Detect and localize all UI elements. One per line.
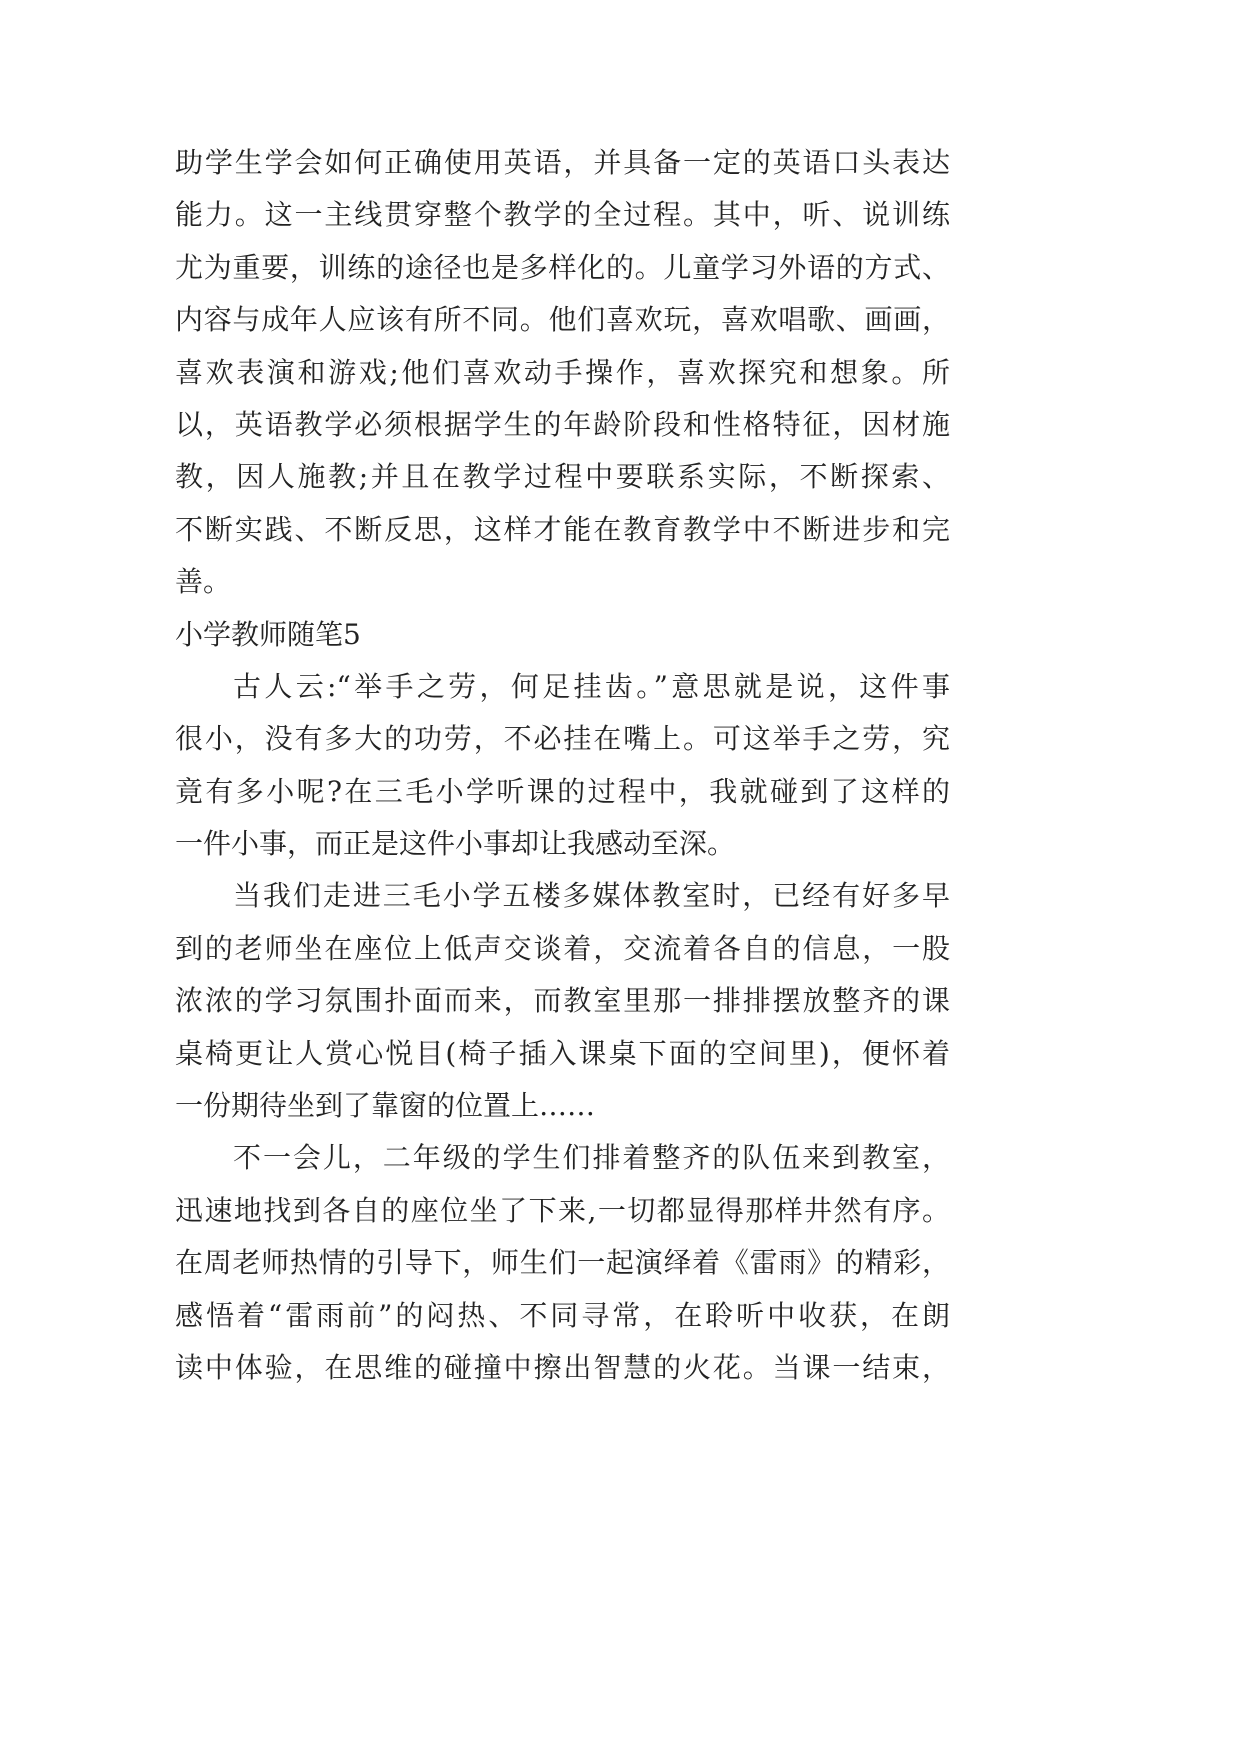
section-title: 小学教师随笔5 — [175, 617, 361, 651]
body-line: 尤为重要，训练的途径也是多样化的。儿童学习外语的方式、 — [175, 250, 950, 284]
body-line: 很小，没有多大的功劳，不必挂在嘴上。可这举手之劳，究 — [175, 722, 950, 756]
body-line: 古人云:“举手之劳，何足挂齿。”意思就是说，这件事 — [233, 669, 950, 703]
body-line: 到的老师坐在座位上低声交谈着，交流着各自的信息，一股 — [175, 931, 950, 965]
body-line: 一份期待坐到了靠窗的位置上…… — [175, 1089, 596, 1123]
continued-paragraph — [175, 137, 950, 609]
body-line: 不一会儿，二年级的学生们排着整齐的队伍来到教室， — [233, 1141, 950, 1175]
body-line: 浓浓的学习氛围扑面而来，而教室里那一排排摆放整齐的课 — [175, 984, 950, 1018]
body-line: 以，英语教学必须根据学生的年龄阶段和性格特征，因材施 — [175, 407, 950, 441]
body-line: 一件小事，而正是这件小事却让我感动至深。 — [175, 827, 736, 861]
body-line: 内容与成年人应该有所不同。他们喜欢玩，喜欢唱歌、画画， — [175, 303, 950, 337]
body-line: 喜欢表演和游戏;他们喜欢动手操作，喜欢探究和想象。所 — [175, 355, 950, 389]
body-line: 感悟着“雷雨前”的闷热、不同寻常，在聆听中收获，在朗 — [175, 1298, 950, 1332]
body-line: 教，因人施教;并且在教学过程中要联系实际，不断探索、 — [175, 460, 950, 494]
paragraph — [175, 661, 950, 871]
body-line: 迅速地找到各自的座位坐了下来,一切都显得那样井然有序。 — [175, 1193, 950, 1227]
text-block — [175, 137, 950, 1394]
paragraph — [175, 870, 950, 1132]
body-line: 在周老师热情的引导下，师生们一起演绎着《雷雨》的精彩， — [175, 1246, 950, 1280]
body-line: 善。 — [175, 565, 232, 599]
body-line: 能力。这一主线贯穿整个教学的全过程。其中，听、说训练 — [175, 198, 950, 232]
paragraph — [175, 1132, 950, 1394]
body-line: 不断实践、不断反思，这样才能在教育教学中不断进步和完 — [175, 512, 950, 546]
body-line: 读中体验，在思维的碰撞中擦出智慧的火花。当课一结束， — [175, 1350, 950, 1384]
body-line: 当我们走进三毛小学五楼多媒体教室时，已经有好多早 — [233, 879, 950, 913]
body-line: 助学生学会如何正确使用英语，并具备一定的英语口头表达 — [175, 146, 950, 179]
body-line: 竟有多小呢?在三毛小学听课的过程中，我就碰到了这样的 — [175, 774, 950, 808]
body-line: 桌椅更让人赏心悦目(椅子插入课桌下面的空间里)，便怀着 — [175, 1036, 950, 1070]
